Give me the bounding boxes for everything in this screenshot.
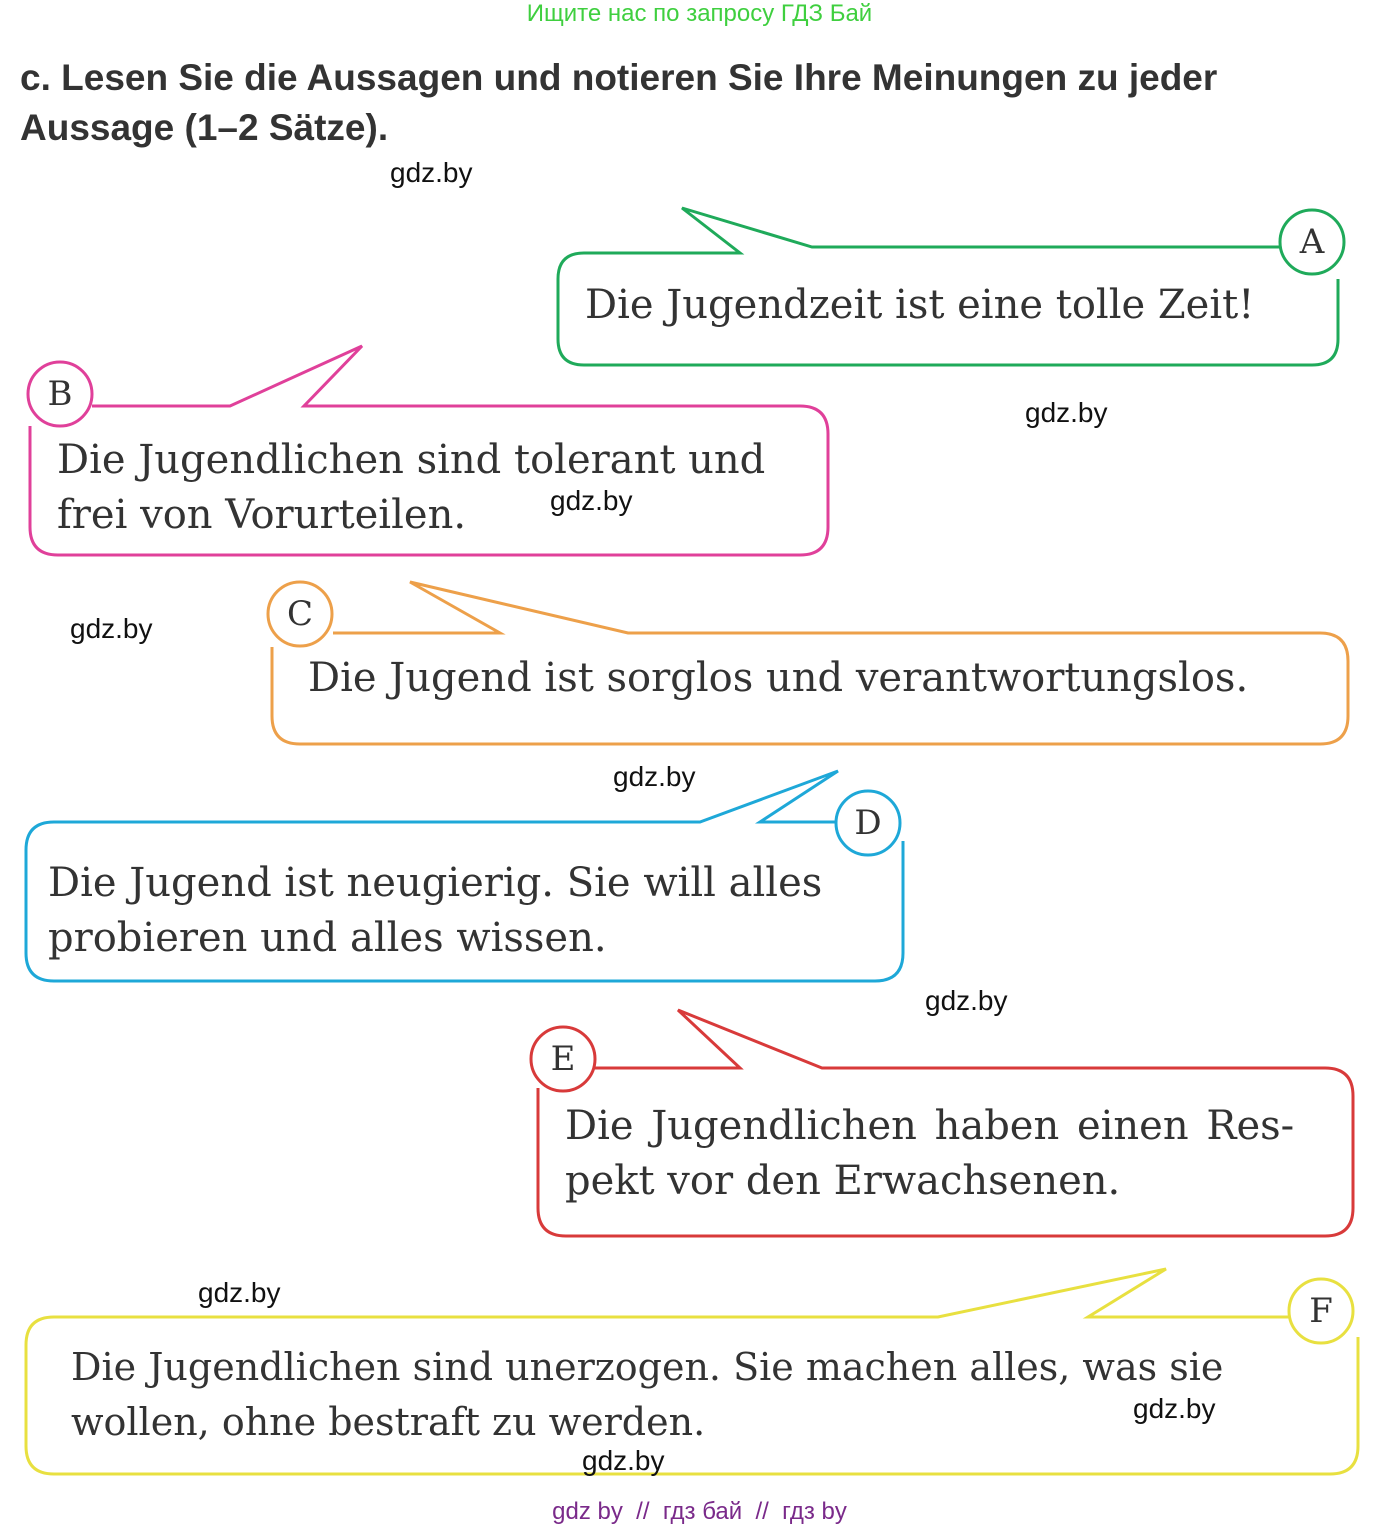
statement-e-line-1: Die Jugendlichen haben einen Res- (565, 1103, 1295, 1149)
badge-letter-c: C (286, 594, 313, 634)
footer-links: gdz by // гдз бай // гдз by (552, 1498, 847, 1525)
statement-d-line-2: probieren und alles wissen. (48, 915, 607, 961)
watermark: gdz.by (70, 613, 153, 644)
statement-b-line-1: Die Jugendlichen sind tolerant und (57, 437, 766, 483)
statement-c-line-1: Die Jugend ist sorglos und verantwortungslos. (308, 655, 1249, 701)
watermark: gdz.by (198, 1277, 281, 1308)
statement-d-line-1: Die Jugend ist neugierig. Sie will alles (48, 860, 823, 906)
statement-b-line-2: frei von Vorurteilen. (57, 492, 467, 538)
watermark: gdz.by (613, 761, 696, 792)
badge-letter-a: A (1299, 222, 1325, 262)
watermark: gdz.by (550, 485, 633, 516)
badge-letter-d: D (854, 803, 882, 843)
statement-f-line-1: Die Jugendlichen sind unerzogen. Sie machen alles, was sie (71, 1345, 1224, 1389)
watermark: gdz.by (1133, 1393, 1216, 1424)
statement-a-line-1: Die Jugendzeit ist eine tolle Zeit! (585, 282, 1255, 328)
watermark: gdz.by (390, 157, 473, 188)
statement-e-line-2: pekt vor den Erwachsenen. (565, 1158, 1121, 1204)
badge-letter-f: F (1309, 1291, 1333, 1331)
search-hint: Ищите нас по запросу ГДЗ Бай (526, 0, 873, 27)
statement-f-line-2: wollen, ohne bestraft zu werden. (71, 1400, 706, 1444)
badge-letter-e: E (550, 1039, 576, 1079)
watermark: gdz.by (582, 1445, 665, 1476)
task-instruction: c. Lesen Sie die Aussagen und notieren Sie Ihre Meinungen zu jeder Aussage (1–2 Sätze). (20, 57, 1218, 148)
badge-letter-b: B (47, 374, 73, 414)
watermark: gdz.by (1025, 397, 1108, 428)
watermark: gdz.by (925, 985, 1008, 1016)
